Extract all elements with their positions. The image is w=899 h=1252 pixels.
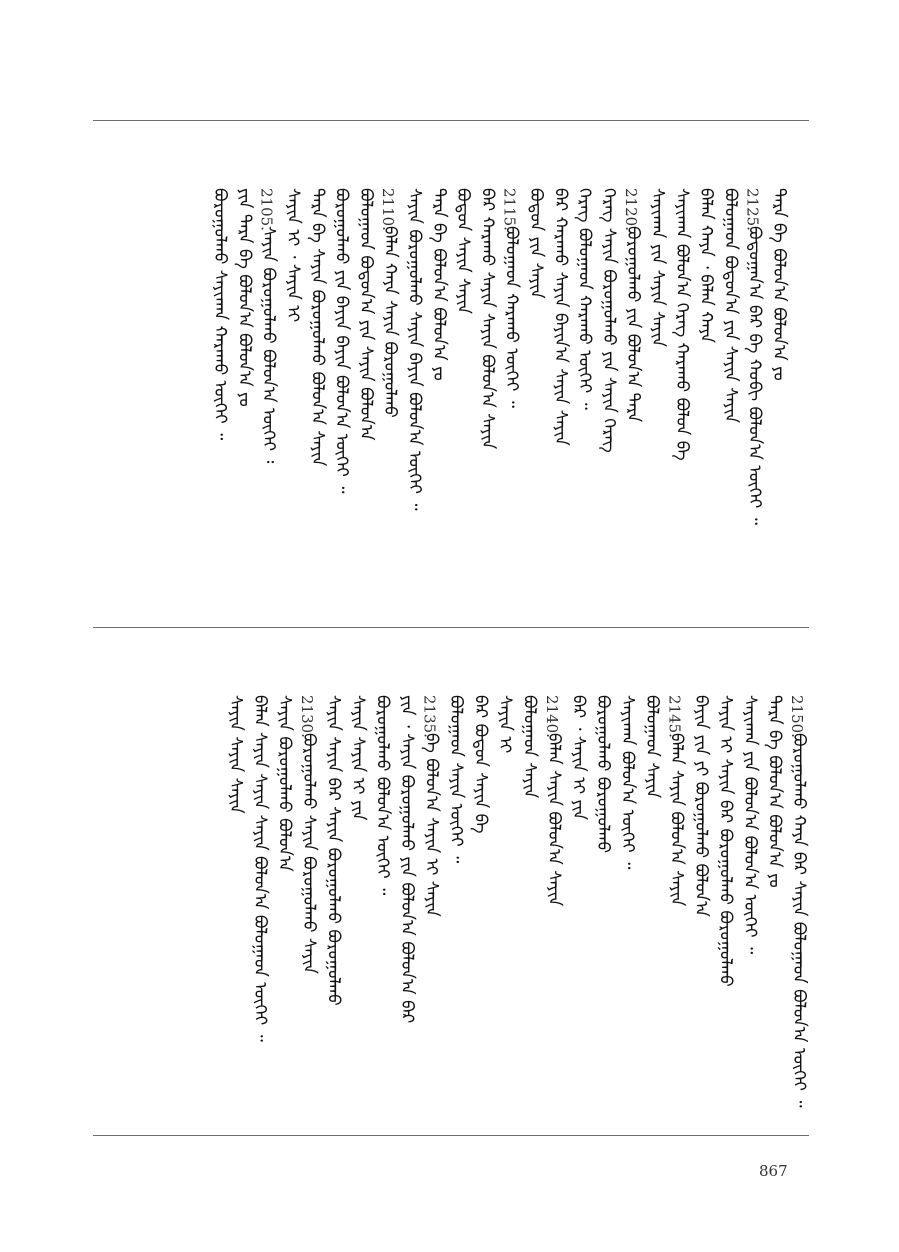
verse-line: ᠪᠡᠷ ᠬᠠᠷᠠᠬᠤ ᠰᠠᠶᠢᠨ ᠰᠠᠶᠢᠨ ᠪᠣᠯᠤᠨ᠎ᠠ ᠰᠠᠶᠢᠨ (477, 188, 498, 450)
verse-line: ᠪᠡᠯᠡᠨ ᠰᠠᠶᠢᠨ ᠰᠠᠶᠢᠨ ᠰᠠᠶᠢᠨ ᠪᠣᠯᠤᠨ᠎ᠠ ᠪᠣᠯᠤᠭᠠᠳ ᠦᠭᠡᠢ ᠃ (250, 695, 270, 1042)
verse-line: ᠰᠠᠶᠢᠨ ᠪᠣᠷᠣᠭᠤᠯᠬᠤ ᠪᠣᠯᠤᠨ᠎ᠠ (274, 695, 295, 872)
verse-line: ᠪᠣᠯᠣᠭᠠᠳ ᠬᠠᠷᠠᠬᠤ ᠦᠭᠡᠢ ᠃ (501, 226, 522, 408)
bottom-rule (93, 1135, 809, 1136)
verse-line: ᠲᠡᠷᠡ ᠪᠡ ᠪᠣᠯᠤᠨ᠎ᠠ ᠪᠣᠯᠤᠨ᠎ᠠ ᠶᠤ (769, 188, 789, 381)
verse-number: 2115. (500, 188, 519, 231)
verse-line: ᠪᠣᠷᠣᠭᠤᠯᠬᠤ ᠰᠠᠶᠢᠨ ᠪᠣᠷᠣᠭᠤᠯᠬᠤ ᠰᠠᠶᠢᠨ (299, 733, 319, 974)
verse-line: ᠰᠠᠶᠢᠨ ᠰᠠᠶᠢᠨ ᠪᠡᠷ ᠰᠠᠶᠢᠨ ᠪᠣᠷᠣᠭᠤᠯᠬᠤ ᠪᠣᠷᠣᠭᠤᠯᠬᠤ (323, 695, 344, 1006)
verse-line: ᠪᠣᠳᠤᠭᠠᠨ᠎ᠠ ᠪᠡᠷ ᠪᠡ ᠬᠤᠪᠢ ᠪᠣᠯᠤᠨ᠎ᠠ ᠦᠭᠡᠢ ᠃ (744, 226, 765, 525)
verse-line: ᠰᠠᠶᠢᠨ ᠪᠣᠷᠣᠭᠤᠯᠬᠤ ᠪᠣᠯᠤᠨ᠎ᠠ ᠦᠭᠡᠢ ᠄ (258, 226, 279, 464)
verse-line: ᠪᠣᠷᠣᠭᠤᠯᠬᠤ ᠶᠢᠨ ᠪᠠᠶᠢᠨ ᠪᠠᠶᠢᠨ ᠪᠣᠯᠤᠨ᠎ᠠ ᠦᠭᠡᠢ ᠃ (331, 188, 352, 494)
verse-line: ᠰᠠᠶᠢᠨ ᠰᠠᠶᠢᠨ ᠰᠠᠶᠢᠨ (225, 695, 246, 814)
verse-line: ᠰᠠᠶᠢᠬᠠᠨ ᠶᠢᠨ ᠪᠣᠯᠤᠨ᠎ᠠ ᠪᠣᠯᠤᠨ᠎ᠠ ᠦᠭᠡᠢ ᠃ (740, 695, 760, 955)
verse-line: ᠪᠣᠷᠣᠭᠤᠯᠬᠤ ᠪᠣᠷᠣᠭᠤᠯᠬᠤ (593, 695, 613, 854)
verse-line: ᠪᠣᠯᠣᠭᠠᠳ ᠰᠠᠶᠢᠨ (642, 695, 662, 799)
verse-number: 2135. (420, 695, 439, 738)
verse-line: ᠰᠠᠶᠢᠬᠠᠨ ᠶᠢᠨ ᠰᠠᠶᠢᠨ ᠰᠠᠶᠢᠨ (647, 188, 668, 348)
verse-number: 2140. (543, 695, 561, 738)
verse-line: ᠪᠡᠷ ᠪᠣᠳᠤᠨ ᠰᠠᠶᠢᠨ ᠪᠡ (470, 695, 491, 834)
verse-number: 2105. (257, 188, 276, 231)
verse-line: ᠲᠡᠷᠡ ᠪᠡ ᠰᠠᠶᠢᠨ ᠪᠣᠷᠣᠭᠤᠯᠬᠤ ᠪᠣᠯᠤᠨ᠎ᠠ ᠰᠠᠶᠢᠨ (307, 188, 328, 467)
verse-line: ᠪᠠ ᠪᠣᠯᠤᠨ᠎ᠠ ᠰᠠᠶᠢᠨ ᠢ ᠰᠠᠶᠢᠨ (421, 733, 442, 917)
verse-line: ᠪᠣᠷᠣᠭᠤᠯᠬᠤ ᠪᠣᠯᠤᠨ᠎ᠠ ᠦᠭᠡᠢ ᠃ (372, 695, 393, 896)
verse-line: ᠪᠡᠯᠡᠨ ᠰᠠᠶᠢᠨ ᠪᠣᠯᠤᠨ᠎ᠠ ᠰᠠᠶᠢᠨ (544, 733, 564, 907)
verse-line: ᠬᠡᠷᠡᠭ ᠰᠠᠶᠢᠨ ᠪᠣᠷᠣᠭᠤᠯᠬᠤ ᠶᠢᠨ ᠰᠠᠶᠢᠨ ᠬᠡᠷᠡᠭ (598, 188, 619, 453)
verse-line: ᠰᠠᠶᠢᠨ ᠢ ᠰᠠᠶᠢᠨ ᠪᠡᠷ ᠪᠣᠷᠣᠭᠤᠯᠬᠤ ᠪᠣᠷᠣᠭᠤᠯᠬᠤ (715, 695, 736, 987)
verse-line: ᠪᠡᠯᠡᠨ ᠬᠠᠶᠠ ᠰᠠᠶᠢᠨ ᠪᠣᠷᠣᠭᠤᠯᠬᠤ (380, 226, 401, 418)
verse-line: ᠪᠣᠷᠣᠭᠤᠯᠬᠤ ᠬᠠᠶᠠ ᠪᠡᠷ ᠰᠠᠶᠢᠨ ᠪᠣᠯᠤᠭᠠᠳ ᠪᠣᠯᠤᠨ᠎ᠠ ᠦᠭᠡᠢ ᠃ (789, 733, 809, 1108)
verse-line: ᠪᠣᠯᠣᠭᠠᠳ ᠪᠣᠳᠤᠨ᠎ᠠ ᠶᠢᠨ ᠰᠠᠶᠢᠨ ᠪᠣᠯᠤᠨ᠎ᠠ (355, 188, 376, 441)
verse-number: 2150. (788, 695, 806, 738)
verse-line: ᠪᠣᠳᠤᠨ ᠶᠢᠨ ᠰᠠᠶᠢᠨ (526, 188, 546, 299)
verse-line: ᠰᠠᠶᠢᠨ ᠰᠠᠶᠢᠨ ᠢ ᠶᠢᠨ (348, 695, 368, 821)
verse-line: ᠰᠠᠶᠢᠨ ᠢ ᠂ ᠰᠠᠶᠢᠨ ᠢ (283, 188, 303, 323)
verse-line: ᠰᠠᠶᠢᠬᠠᠨ ᠪᠣᠯᠤᠨ᠎ᠠ ᠬᠡᠷᠡᠭ ᠬᠠᠷᠠᠬᠤ ᠪᠣᠯᠤᠨ ᠪᠡ (671, 188, 692, 461)
verse-line: ᠪᠣᠯᠣᠭᠠᠳ ᠰᠠᠶᠢᠨ (519, 695, 540, 799)
middle-rule (93, 627, 809, 628)
verse-line: ᠰᠠᠶᠢᠬᠠᠨ ᠪᠣᠯᠤᠨ᠎ᠠ ᠦᠭᠡᠢ ᠃ (617, 695, 638, 870)
verse-line: ᠲᠡᠷᠡ ᠪᠡ ᠪᠣᠯᠤᠨ᠎ᠠ ᠪᠣᠯᠤᠨ᠎ᠠ ᠶᠤ (764, 695, 785, 888)
verse-line: ᠬᠡᠷᠡᠭ ᠪᠣᠯᠤᠭᠠᠳ ᠬᠠᠷᠠᠬᠤ ᠦᠭᠡᠢ ᠃ (574, 188, 595, 410)
verse-line: ᠲᠡᠷᠡ ᠪᠡ ᠪᠣᠯᠤᠨ᠎ᠠ ᠪᠣᠯᠤᠨ᠎ᠠ ᠶᠤ (428, 188, 449, 381)
verse-line: ᠶᠢᠨ ᠲᠡᠷᠡ ᠪᠡ ᠪᠣᠯᠤᠨ᠎ᠠ ᠪᠣᠯᠤᠨ᠎ᠠ ᠶᠤ (234, 188, 255, 407)
verse-number: 2130. (298, 695, 316, 738)
verse-number: 2110. (379, 188, 398, 231)
top-rule (93, 120, 809, 121)
verse-number: 2125. (743, 188, 762, 231)
verse-line: ᠪᠣᠳᠤᠨ ᠰᠠᠶᠢᠨ ᠰᠠᠶᠢᠨ (453, 188, 474, 314)
verse-line: ᠪᠣᠷᠣᠭᠤᠯᠬᠤ ᠶᠢᠨ ᠪᠣᠯᠤᠨ᠎ᠠ ᠲᠡᠷᠡ (623, 226, 644, 423)
verse-line: ᠪᠡᠷ ᠂ ᠰᠠᠶᠢᠨ ᠢ ᠶᠢᠨ (568, 695, 589, 821)
page-number: 867 (759, 1162, 788, 1180)
verse-line: ᠪᠣᠯᠣᠭᠠᠳ ᠪᠣᠳᠤᠨ᠎ᠠ ᠶᠢᠨ ᠰᠠᠶᠢᠨ ᠰᠠᠶᠢᠨ (720, 188, 741, 424)
verse-line: ᠪᠡᠯᠡᠨ ᠬᠠᠶᠠ ᠂ ᠪᠡᠯᠡᠨ ᠬᠠᠶᠠ (696, 188, 717, 343)
verse-number: 2145. (665, 695, 684, 738)
verse-line: ᠪᠡᠷ ᠬᠠᠷᠠᠬᠤ ᠰᠠᠶᠢᠨ ᠪᠠᠶᠢᠨ᠎ᠠ ᠰᠠᠶᠢᠨ ᠰᠠᠶᠢᠨ (550, 188, 571, 446)
verse-line: ᠪᠣᠷᠣᠭᠤᠯᠬᠤ ᠰᠠᠶᠢᠬᠠᠨ ᠬᠠᠷᠠᠬᠤ ᠦᠭᠡᠢ ᠃ (210, 188, 231, 441)
verse-line: ᠪᠠᠶᠢᠨ ᠶᠢᠨ ᠶᠢ ᠪᠣᠷᠣᠭᠤᠯᠬᠤ ᠪᠣᠯᠤᠨ᠎ᠠ (691, 695, 711, 917)
verse-number: 2120. (622, 188, 641, 231)
verse-line: ᠪᠡᠯᠡᠨ ᠰᠠᠶᠢᠨ ᠪᠣᠯᠤᠨ᠎ᠠ ᠰᠠᠶᠢᠨ (666, 733, 687, 907)
verse-line: ᠪᠣᠯᠣᠭᠠᠳ ᠰᠠᠶᠢᠨ ᠦᠭᠡᠢ ᠃ (446, 695, 466, 864)
verse-line: ᠰᠠᠶᠢᠨ ᠢ (495, 695, 515, 754)
verse-line: ᠰᠠᠶᠢᠨ ᠪᠣᠷᠣᠭᠤᠯᠬᠤ ᠰᠠᠶᠢᠨ ᠪᠠᠶᠢᠨ ᠪᠣᠯᠤᠨ᠎ᠠ ᠦᠭᠡᠢ ᠃ (404, 188, 425, 511)
verse-line: ᠶᠢᠨ ᠂ ᠰᠠᠶᠢᠨ ᠪᠣᠷᠣᠭᠤᠯᠬᠤ ᠶᠢᠨ ᠪᠣᠯᠤᠨ᠎ᠠ ᠪᠣᠯᠤᠨ᠎ᠠ ᠪᠡᠷ (397, 695, 417, 1024)
